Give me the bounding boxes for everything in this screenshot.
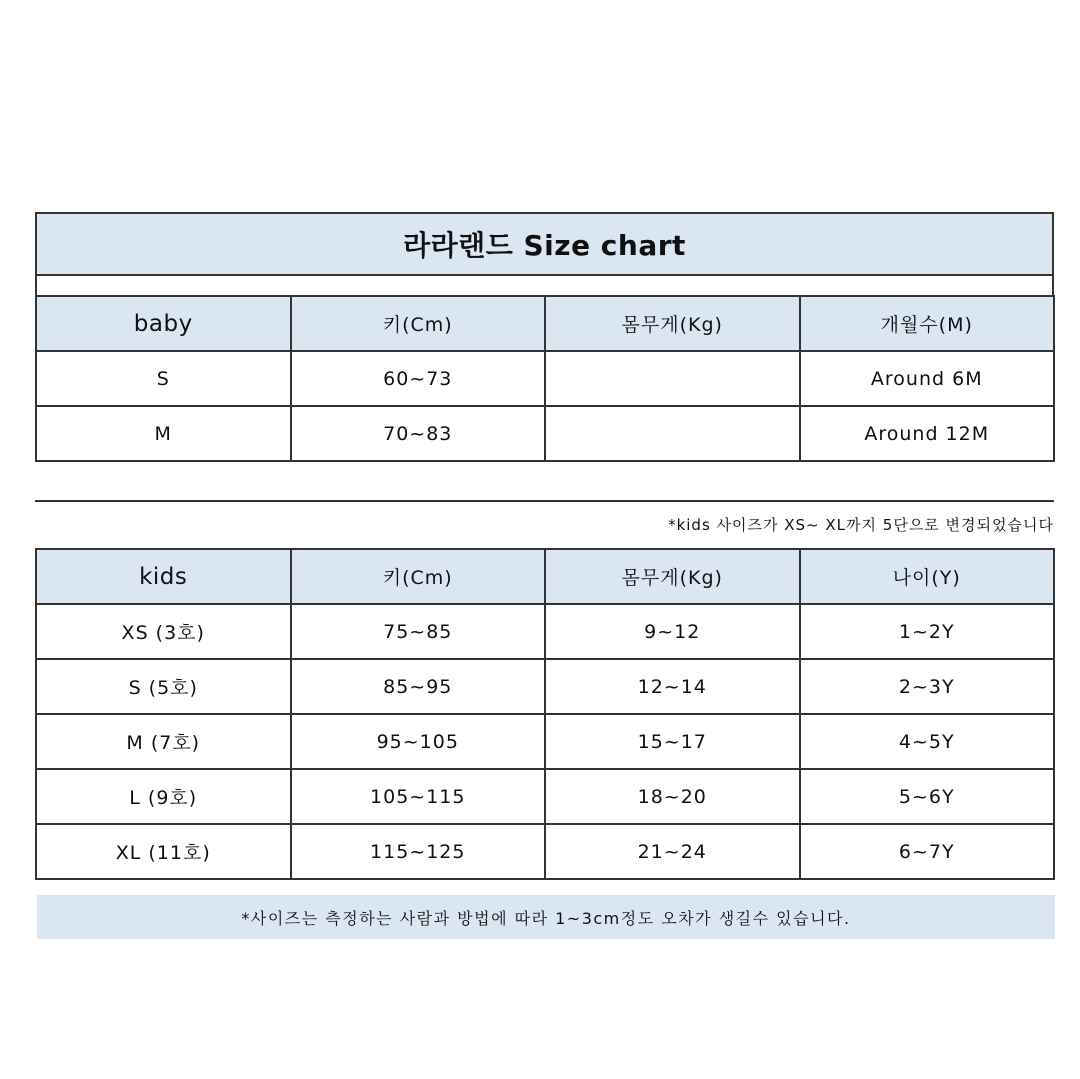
kids-size-cell: S (5호) <box>36 659 291 714</box>
kids-header-weight: 몸무게(Kg) <box>545 549 800 604</box>
kids-height-cell: 115~125 <box>291 824 546 879</box>
kids-age-cell: 2~3Y <box>800 659 1055 714</box>
kids-height-cell: 85~95 <box>291 659 546 714</box>
kids-size-cell: XL (11호) <box>36 824 291 879</box>
kids-weight-cell: 15~17 <box>545 714 800 769</box>
kids-height-cell: 105~115 <box>291 769 546 824</box>
kids-age-cell: 4~5Y <box>800 714 1055 769</box>
kids-size-cell: L (9호) <box>36 769 291 824</box>
table-row <box>36 604 1054 659</box>
baby-weight-cell <box>545 406 800 461</box>
kids-size-table <box>35 548 1055 880</box>
table-row <box>36 406 1054 461</box>
table-row <box>36 769 1054 824</box>
table-row <box>36 824 1054 879</box>
kids-height-cell: 95~105 <box>291 714 546 769</box>
kids-size-cell: M (7호) <box>36 714 291 769</box>
kids-size-note: *kids 사이즈가 XS~ XL까지 5단으로 변경되었습니다 <box>668 516 1054 534</box>
baby-months-cell: Around 12M <box>800 406 1055 461</box>
kids-weight-cell: 18~20 <box>545 769 800 824</box>
kids-height-cell: 75~85 <box>291 604 546 659</box>
kids-age-cell: 1~2Y <box>800 604 1055 659</box>
measurement-note: *사이즈는 측정하는 사람과 방법에 따라 1~3cm정도 오차가 생길수 있습니다. <box>37 895 1055 939</box>
kids-header-age: 나이(Y) <box>800 549 1055 604</box>
size-chart-title: 라라랜드 Size chart <box>35 212 1054 276</box>
baby-height-cell: 70~83 <box>291 406 546 461</box>
table-row <box>36 659 1054 714</box>
kids-header-row <box>36 549 1054 604</box>
baby-size-cell: S <box>36 351 291 406</box>
title-spacer <box>35 276 1054 296</box>
baby-height-cell: 60~73 <box>291 351 546 406</box>
baby-size-cell: M <box>36 406 291 461</box>
baby-header-months: 개월수(M) <box>800 296 1055 351</box>
baby-weight-cell <box>545 351 800 406</box>
kids-header-size: kids <box>36 549 291 604</box>
section-divider <box>35 500 1054 502</box>
baby-header-weight: 몸무게(Kg) <box>545 296 800 351</box>
table-row <box>36 351 1054 406</box>
baby-months-cell: Around 6M <box>800 351 1055 406</box>
kids-weight-cell: 9~12 <box>545 604 800 659</box>
baby-header-size: baby <box>36 296 291 351</box>
kids-age-cell: 6~7Y <box>800 824 1055 879</box>
baby-header-row <box>36 296 1054 351</box>
kids-age-cell: 5~6Y <box>800 769 1055 824</box>
kids-weight-cell: 12~14 <box>545 659 800 714</box>
baby-header-height: 키(Cm) <box>291 296 546 351</box>
baby-size-table <box>35 295 1055 462</box>
kids-header-height: 키(Cm) <box>291 549 546 604</box>
table-row <box>36 714 1054 769</box>
kids-size-cell: XS (3호) <box>36 604 291 659</box>
kids-weight-cell: 21~24 <box>545 824 800 879</box>
